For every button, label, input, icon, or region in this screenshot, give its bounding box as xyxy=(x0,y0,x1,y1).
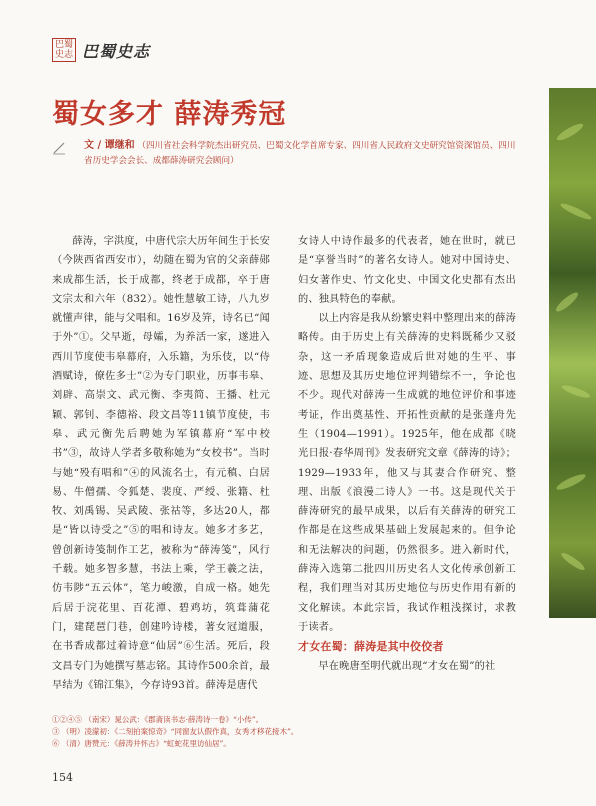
right-column xyxy=(298,232,516,676)
footnote: ①②④⑤ （南宋）晁公武：《郡斋读书志·薛涛诗一卷》“小传”。 xyxy=(52,715,264,724)
pen-icon xyxy=(52,141,66,155)
page-number: 154 xyxy=(52,771,73,784)
paragraph: 女诗人中诗作最多的代表者，她在世时，就已是“享誉当时”的著名女诗人。她对中国诗史、妇女著作史、竹文化史、中国文化史都有杰出的、独具特色的奉献。 xyxy=(298,236,516,305)
paragraph: 薛涛，字洪度，中唐代宗大历年间生于长安（今陕西省西安市），幼随在蜀为官的父亲薛郧来成都生活，长于成都，终老于成都，卒于唐文宗太和六年（832）。她性慧敏工诗，八九岁就懂声律，能与父唱和。16岁及笄，诗名已“闻于外”①。父早逝，母孀，为养活一家，遂进入西川节度使韦皋幕府，入乐籍，为乐伎，以“侍酒赋诗，僚佐多士”②为专门职业，历事韦皋、刘辟、高崇文、武元衡、李夷简、王播、杜元颖、郭钊、李德裕、段文昌等11镇节度使，韦皋、武元衡先后聘她为军镇幕府“军中校书”③，故诗人学者多敬称她为“女校书”。当时与她“殁有唱和”④的风流名士，有元稹、白居易、牛僧孺、令狐楚、裴度、严绶、张籍、杜牧、刘禹锡、吴武陵、张祜等，多达20人，都是“皆以诗受之”⑤的唱和诗友。她多才多艺，曾创新诗笺制作工艺，被称为“薛涛笺”，风行千载。她多智多慧，书法上乘，学王羲之法，仿韦陟“五云体”，笔力峻激，自成一格。她先后居于浣花里、百花潭、碧鸡坊，筑葺蒲花门，建琵琶门巷，创建吟诗楼，著女冠道服，在书香成都过着诗意“仙居”⑥生活。死后，段文昌专门为她撰写墓志铭。其诗作500余首，最早结为《锦江集》，今存诗93首。薛涛是唐代 xyxy=(52,236,270,691)
seal-text: 巴蜀 史志 xyxy=(54,40,73,60)
series-name: 巴蜀史志 xyxy=(82,41,151,61)
article-title: 蜀女多才 薛涛秀冠 xyxy=(52,99,287,130)
byline xyxy=(84,138,524,169)
paragraph: 以上内容是我从纷繁史料中整理出来的薛涛略传。由于历史上有关薛涛的史料既稀少又驳杂，这一矛盾现象造成后世对她的生平、事迹、思想及其历史地位评判错综不一，争论也不少。现代对薛涛一生成就的地位评价和事迹考证，作出奠基性、开拓性贡献的是张蓬舟先生（1904—1991）。1925年，他在成都《晓光日报·春华周刊》发表研究文章《薛涛的诗》；1929—1933年，他又与其妻合作研究、整理、出版《浪漫二诗人》一书。这是现代关于薛涛研究的最早成果，以后有关薛涛的研究工作都是在这些成果基础上发展起来的。但争论和无法解决的问题，仍然很多。进入新时代，薛涛入选第二批四川历史名人文化传承创新工程，我们理当对其历史地位与历史作用有新的文化解读。本此宗旨，我试作粗浅探讨，求教于读者。 xyxy=(298,313,516,633)
footnote: ⑥ （清）唐赞元：《薛涛井怀古》“虹蛇花里访仙居”。 xyxy=(52,739,231,748)
bamboo-photo xyxy=(549,88,596,618)
author-note: （四川省社会科学院杰出研究员、巴蜀文化学首席专家、四川省人民政府文史研究馆资深馆员、四川省历史学会会长、成都薛涛研究会顾问） xyxy=(84,141,516,166)
paragraph: 早在晚唐至明代就出现“才女在蜀”的社 xyxy=(318,660,496,672)
author-name: 文 / 谭继和 xyxy=(84,140,135,151)
seal-icon xyxy=(52,38,76,62)
left-column xyxy=(52,232,270,695)
section-heading: 才女在蜀：薛涛是其中佼佼者 xyxy=(298,640,444,654)
series-logo xyxy=(52,38,150,62)
footnote: ③ （明）凌濛初：《二刻拍案惊奇》“同窗友认假作真，女秀才移花接木”。 xyxy=(52,727,299,736)
footnotes xyxy=(52,714,512,750)
